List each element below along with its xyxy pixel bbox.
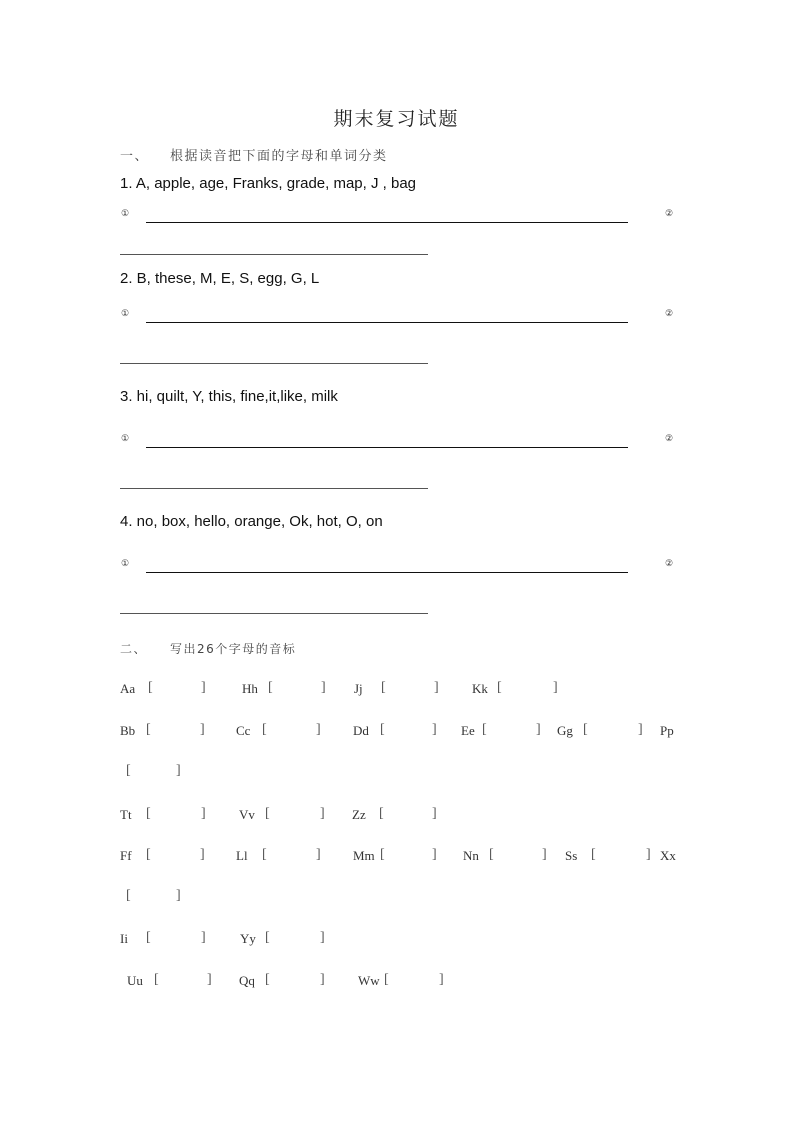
- open-bracket: [: [265, 972, 270, 987]
- close-bracket: ]: [646, 847, 651, 862]
- close-bracket: ]: [207, 972, 212, 987]
- letter-jj: Jj: [354, 681, 363, 696]
- close-bracket: ]: [176, 888, 181, 903]
- open-bracket: [: [146, 847, 151, 862]
- open-bracket: [: [583, 722, 588, 737]
- answer-line[interactable]: [146, 222, 628, 223]
- open-bracket: [: [146, 930, 151, 945]
- open-bracket: [: [154, 972, 159, 987]
- answer-line[interactable]: [120, 488, 428, 489]
- question-1: 1. A, apple, age, Franks, grade, map, J , bag: [120, 175, 417, 192]
- letter-ww: Ww: [358, 973, 380, 988]
- letter-cc: Cc: [236, 723, 251, 738]
- open-bracket: [: [148, 680, 153, 695]
- mark-1: ①: [121, 209, 130, 219]
- mark-2: ②: [665, 309, 674, 319]
- open-bracket: [: [126, 888, 131, 903]
- open-bracket: [: [497, 680, 502, 695]
- answer-line[interactable]: [120, 363, 428, 364]
- open-bracket: [: [380, 847, 385, 862]
- letter-uu: Uu: [127, 973, 143, 988]
- letter-qq: Qq: [239, 973, 255, 988]
- letter-bb: Bb: [120, 723, 136, 738]
- open-bracket: [: [268, 680, 273, 695]
- close-bracket: ]: [176, 763, 181, 778]
- letter-ff: Ff: [120, 848, 132, 863]
- open-bracket: [: [380, 722, 385, 737]
- mark-2: ②: [665, 559, 674, 569]
- mark-1: ①: [121, 434, 130, 444]
- answer-line[interactable]: [146, 572, 628, 573]
- letter-hh: Hh: [242, 681, 258, 696]
- letter-tt: Tt: [120, 807, 132, 822]
- letter-zz: Zz: [352, 807, 366, 822]
- close-bracket: ]: [201, 806, 206, 821]
- letter-xx: Xx: [660, 848, 676, 863]
- page-title: 期末复习试题: [333, 108, 460, 130]
- close-bracket: ]: [200, 847, 205, 862]
- letter-kk: Kk: [472, 681, 488, 696]
- open-bracket: [: [265, 806, 270, 821]
- close-bracket: ]: [439, 972, 444, 987]
- open-bracket: [: [384, 972, 389, 987]
- letter-ll: Ll: [236, 848, 248, 863]
- letter-pp: Pp: [660, 723, 674, 738]
- close-bracket: ]: [432, 806, 437, 821]
- letter-dd: Dd: [353, 723, 369, 738]
- section-number-2: 二、: [120, 642, 148, 656]
- letter-aa: Aa: [120, 681, 136, 696]
- answer-line[interactable]: [120, 613, 428, 614]
- close-bracket: ]: [432, 722, 437, 737]
- letter-ee: Ee: [461, 723, 475, 738]
- open-bracket: [: [379, 806, 384, 821]
- close-bracket: ]: [432, 847, 437, 862]
- letter-vv: Vv: [239, 807, 255, 822]
- open-bracket: [: [262, 722, 267, 737]
- close-bracket: ]: [320, 972, 325, 987]
- close-bracket: ]: [201, 680, 206, 695]
- open-bracket: [: [482, 722, 487, 737]
- close-bracket: ]: [200, 722, 205, 737]
- section-number-1: 一、: [120, 149, 150, 164]
- answer-line[interactable]: [146, 322, 628, 323]
- mark-2: ②: [665, 434, 674, 444]
- letter-ss: Ss: [565, 848, 578, 863]
- section-heading-2: 写出26个字母的音标: [170, 642, 297, 656]
- mark-1: ①: [121, 309, 130, 319]
- question-2: 2. B, these, M, E, S, egg, G, L: [120, 270, 320, 287]
- section-heading-1: 根据读音把下面的字母和单词分类: [170, 149, 388, 164]
- close-bracket: ]: [536, 722, 541, 737]
- letter-ii: Ii: [120, 931, 128, 946]
- open-bracket: [: [265, 930, 270, 945]
- open-bracket: [: [146, 722, 151, 737]
- close-bracket: ]: [638, 722, 643, 737]
- close-bracket: ]: [542, 847, 547, 862]
- answer-line[interactable]: [120, 254, 428, 255]
- close-bracket: ]: [316, 847, 321, 862]
- open-bracket: [: [591, 847, 596, 862]
- close-bracket: ]: [434, 680, 439, 695]
- letter-yy: Yy: [240, 931, 256, 946]
- close-bracket: ]: [320, 806, 325, 821]
- question-4: 4. no, box, hello, orange, Ok, hot, O, on: [120, 513, 383, 530]
- close-bracket: ]: [201, 930, 206, 945]
- close-bracket: ]: [316, 722, 321, 737]
- close-bracket: ]: [320, 930, 325, 945]
- close-bracket: ]: [553, 680, 558, 695]
- answer-line[interactable]: [146, 447, 628, 448]
- question-3: 3. hi, quilt, Y, this, fine,it,like, milk: [120, 388, 338, 405]
- open-bracket: [: [489, 847, 494, 862]
- mark-1: ①: [121, 559, 130, 569]
- open-bracket: [: [126, 763, 131, 778]
- open-bracket: [: [262, 847, 267, 862]
- letter-mm: Mm: [353, 848, 375, 863]
- open-bracket: [: [381, 680, 386, 695]
- letter-gg: Gg: [557, 723, 573, 738]
- mark-2: ②: [665, 209, 674, 219]
- letter-nn: Nn: [463, 848, 479, 863]
- open-bracket: [: [146, 806, 151, 821]
- close-bracket: ]: [321, 680, 326, 695]
